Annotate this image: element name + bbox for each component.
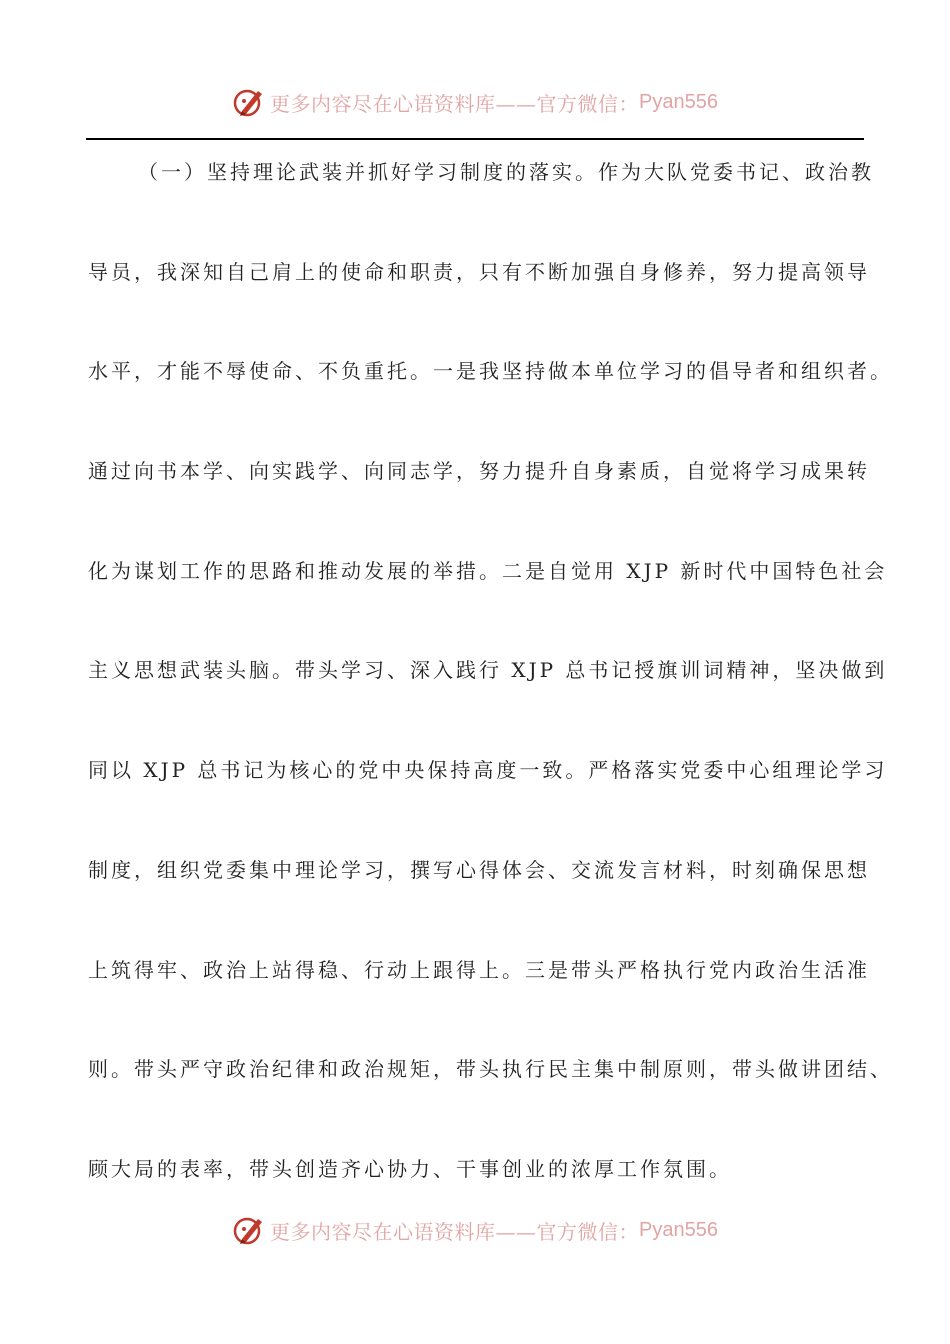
body-line: （一）坚持理论武装并抓好学习制度的落实。作为大队党委书记、政治教: [138, 160, 874, 184]
header-divider: [86, 138, 864, 140]
pen-logo-icon: [232, 1213, 266, 1247]
footer-wechat-handle: Pyan556: [639, 1218, 718, 1241]
footer-banner: [0, 1208, 950, 1252]
header-banner: [0, 80, 950, 124]
body-line: 导员，我深知自己肩上的使命和职责，只有不断加强自身修养，努力提高领导: [88, 259, 870, 284]
body-line: 水平，才能不辱使命、不负重托。一是我坚持做本单位学习的倡导者和组织者。: [88, 359, 893, 384]
pen-logo-icon: [232, 85, 266, 119]
header-wechat-handle: Pyan556: [639, 90, 718, 113]
body-line: 主义思想武装头脑。带头学习、深入践行 XJP 总书记授旗训词精神，坚决做到: [88, 658, 888, 683]
body-line: 上筑得牢、政治上站得稳、行动上跟得上。三是带头严格执行党内政治生活准: [88, 957, 870, 982]
document-body: [88, 148, 893, 1245]
body-line: 化为谋划工作的思路和推动发展的举措。二是自觉用 XJP 新时代中国特色社会: [88, 558, 888, 583]
body-line: 通过向书本学、向实践学、向同志学，努力提升自身素质，自觉将学习成果转: [88, 459, 870, 484]
body-line: 则。带头严守政治纪律和政治规矩，带头执行民主集中制原则，带头做讲团结、: [88, 1057, 893, 1082]
body-line: 制度，组织党委集中理论学习，撰写心得体会、交流发言材料，时刻确保思想: [88, 857, 870, 882]
header-promo-text: 更多内容尽在心语资料库——官方微信：: [270, 91, 640, 116]
footer-promo-text: 更多内容尽在心语资料库——官方微信：: [270, 1219, 640, 1244]
body-line: 同以 XJP 总书记为核心的党中央保持高度一致。严格落实党委中心组理论学习: [88, 758, 888, 783]
body-line: 顾大局的表率，带头创造齐心协力、干事创业的浓厚工作氛围。: [88, 1156, 732, 1181]
